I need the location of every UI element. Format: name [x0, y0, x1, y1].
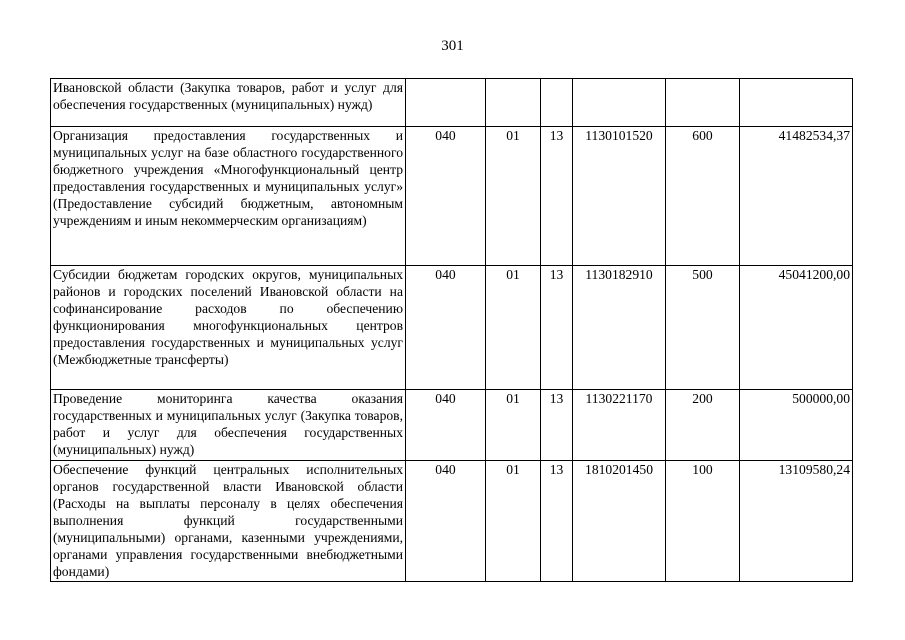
- section-code-cell: [486, 79, 541, 127]
- ministry-code-cell: 040: [406, 390, 486, 461]
- expense-name-cell: Обеспечение функций центральных исполнительных органов государственной власти Ивановской области (Расходы на выплаты персоналу в целях обеспечения выполнения функций государственными (муниципальными) органами, казенными учреждениями, органами управления государственными внебюджетными фондами): [51, 461, 406, 582]
- expense-name-cell: Ивановской области (Закупка товаров, работ и услуг для обеспечения государственных (муниципальных) нужд): [51, 79, 406, 127]
- expense-type-cell: 500: [666, 266, 740, 390]
- amount-cell: 45041200,00: [740, 266, 853, 390]
- subsection-code-cell: 13: [541, 266, 573, 390]
- target-article-cell: [573, 79, 666, 127]
- target-article-cell: 1130101520: [573, 127, 666, 266]
- expense-name-cell: Проведение мониторинга качества оказания государственных и муниципальных услуг (Закупка товаров, работ и услуг для обеспечения государственных (муниципальных) нужд): [51, 390, 406, 461]
- budget-table: [50, 78, 853, 582]
- expense-type-cell: 200: [666, 390, 740, 461]
- subsection-code-cell: 13: [541, 390, 573, 461]
- amount-cell: 13109580,24: [740, 461, 853, 582]
- expense-name-cell: Субсидии бюджетам городских округов, муниципальных районов и городских поселений Ивановской области на софинансирование расходов по обеспечению функционирования многофункциональных центров предоставления государственных и муниципальных услуг (Межбюджетные трансферты): [51, 266, 406, 390]
- amount-cell: [740, 79, 853, 127]
- amount-cell: 41482534,37: [740, 127, 853, 266]
- table-row: [51, 266, 853, 390]
- ministry-code-cell: 040: [406, 127, 486, 266]
- table-row: [51, 461, 853, 582]
- subsection-code-cell: 13: [541, 127, 573, 266]
- expense-type-cell: 100: [666, 461, 740, 582]
- target-article-cell: 1130221170: [573, 390, 666, 461]
- table-row: [51, 390, 853, 461]
- expense-name-cell: Организация предоставления государственных и муниципальных услуг на базе областного государственного бюджетного учреждения «Многофункциональный центр предоставления государственных и муниципальных услуг» (Предоставление субсидий бюджетным, автономным учреждениям и иным некоммерческим организациям): [51, 127, 406, 266]
- section-code-cell: 01: [486, 127, 541, 266]
- table-row: [51, 79, 853, 127]
- subsection-code-cell: 13: [541, 461, 573, 582]
- section-code-cell: 01: [486, 461, 541, 582]
- expense-type-cell: 600: [666, 127, 740, 266]
- ministry-code-cell: [406, 79, 486, 127]
- section-code-cell: 01: [486, 390, 541, 461]
- target-article-cell: 1810201450: [573, 461, 666, 582]
- amount-cell: 500000,00: [740, 390, 853, 461]
- ministry-code-cell: 040: [406, 266, 486, 390]
- page-number: 301: [441, 38, 464, 54]
- target-article-cell: 1130182910: [573, 266, 666, 390]
- expense-type-cell: [666, 79, 740, 127]
- section-code-cell: 01: [486, 266, 541, 390]
- ministry-code-cell: 040: [406, 461, 486, 582]
- table-row: [51, 127, 853, 266]
- subsection-code-cell: [541, 79, 573, 127]
